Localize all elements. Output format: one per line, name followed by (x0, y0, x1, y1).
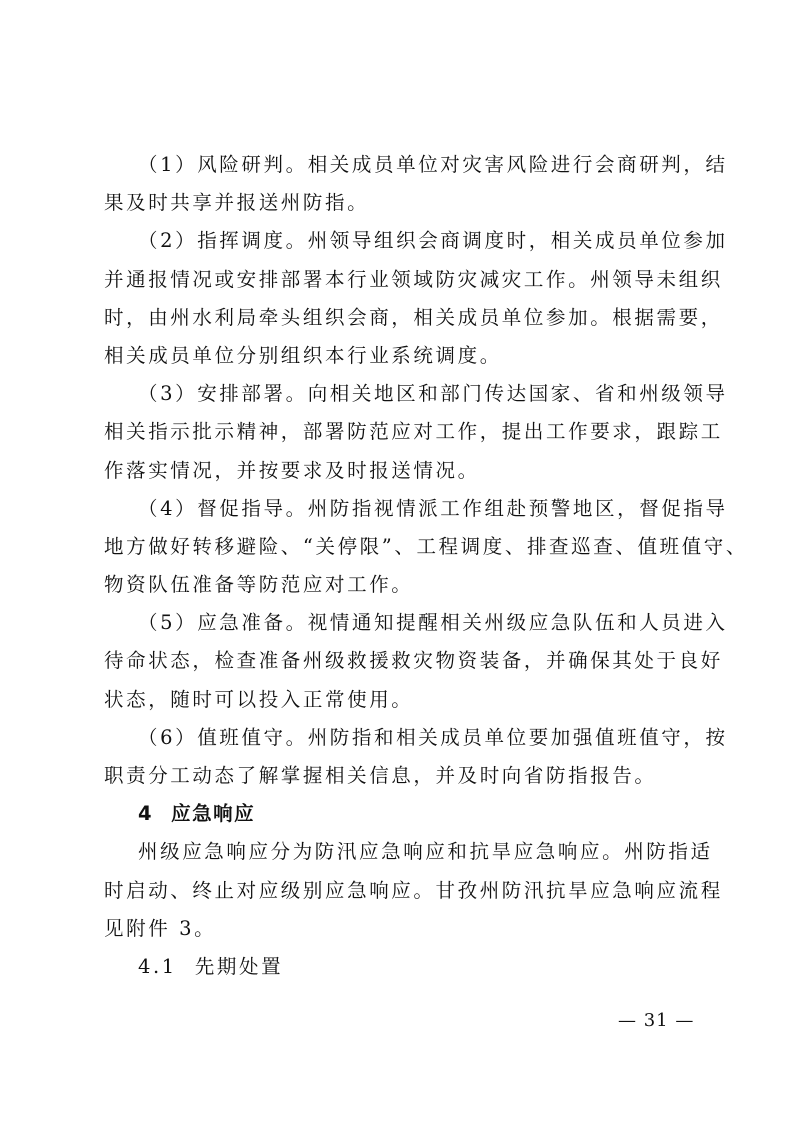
section-4-1-heading (104, 948, 694, 986)
paragraph-6-line-1: （6）值班值守。州防指和相关成员单位要加强值班值守，按 (138, 725, 728, 749)
section-4-paragraph-line-2: 时启动、终止对应级别应急响应。甘孜州防汛抗旱应急响应流程 (104, 878, 723, 902)
paragraph-1-line-1: （1）风险研判。相关成员单位对灾害风险进行会商研判，结 (138, 153, 728, 176)
paragraph-1-line-2: 果及时共享并报送州防指。 (104, 191, 370, 215)
paragraph-5-line-3: 状态，随时可以投入正常使用。 (104, 687, 414, 711)
paragraph-3-line-2: 相关指示批示精神，部署防范应对工作，提出工作要求，跟踪工 (104, 420, 723, 444)
page-number: — 31 — (618, 1010, 695, 1031)
section-4-1-number: 4.1 (138, 954, 177, 978)
paragraph-2-line-1: （2）指挥调度。州领导组织会商调度时，相关成员单位参加 (138, 229, 728, 253)
paragraph-6-line-2: 职责分工动态了解掌握相关信息，并及时向省防指报告。 (104, 764, 657, 787)
section-4-paragraph-line-3: 见附件 3。 (104, 916, 217, 940)
paragraph-4-line-2: 地方做好转移避险、“关停限”、工程调度、排查巡查、值班值守、 (104, 534, 748, 558)
paragraph-2-line-3: 时，由州水利局牵头组织会商，相关成员单位参加。根据需要， (104, 305, 723, 329)
section-4-number: 4 (138, 802, 154, 826)
paragraph-2-line-4: 相关成员单位分别组织本行业系统调度。 (104, 343, 502, 367)
paragraph-4-line-3: 物资队伍准备等防范应对工作。 (104, 573, 414, 597)
section-4-paragraph-line-1: 州级应急响应分为防汛应急响应和抗旱应急响应。州防指适 (138, 840, 713, 864)
section-4-title: 应急响应 (171, 802, 256, 826)
paragraph-4-line-1: （4）督促指导。州防指视情派工作组赴预警地区，督促指导 (138, 496, 728, 520)
paragraph-2-line-2: 并通报情况或安排部署本行业领域防灾减灾工作。州领导未组织 (104, 267, 723, 291)
section-4-heading (104, 795, 694, 833)
paragraph-5-line-2: 待命状态，检查准备州级救援救灾物资装备，并确保其处于良好 (104, 649, 723, 673)
document-body (104, 146, 748, 986)
section-4-1-title: 先期处置 (194, 954, 284, 978)
paragraph-5-line-1: （5）应急准备。视情通知提醒相关州级应急队伍和人员进入 (138, 611, 728, 635)
paragraph-3-line-1: （3）安排部署。向相关地区和部门传达国家、省和州级领导 (138, 382, 728, 406)
paragraph-3-line-3: 作落实情况，并按要求及时报送情况。 (104, 458, 480, 482)
